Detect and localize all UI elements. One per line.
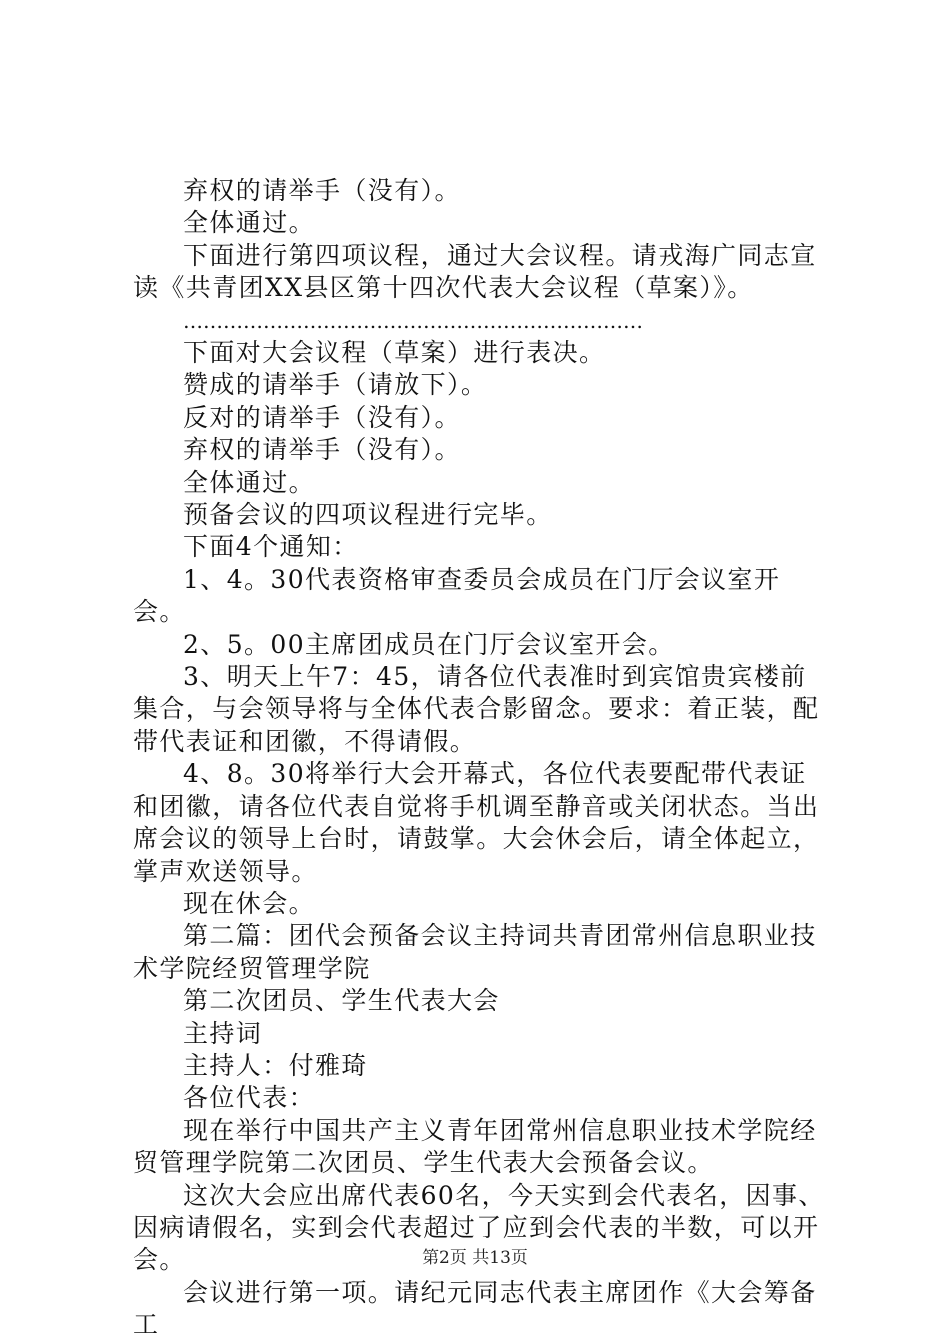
paragraph: 各位代表： xyxy=(183,1083,316,1113)
paragraph: 主持词 xyxy=(183,1018,263,1048)
paragraph: 这次大会应出席代表60名，今天实到会代表名，因事、因病请假名，实到会代表超过了应到会代表的半数，可以开会。 xyxy=(133,1180,825,1275)
paragraph: 4、8。30将举行大会开幕式，各位代表要配带代表证和团徽，请各位代表自觉将手机调至静音或关闭状态。当出席会议的领导上台时，请鼓掌。大会休会后，请全体起立，掌声欢送领导。 xyxy=(133,759,820,886)
paragraph: 下面对大会议程（草案）进行表决。 xyxy=(183,338,606,368)
paragraph: 预备会议的四项议程进行完毕。 xyxy=(183,500,553,530)
paragraph: 1、4。30代表资格审查委员会成员在门厅会议室开会。 xyxy=(133,564,781,627)
paragraph: 第二次团员、学生代表大会 xyxy=(183,986,500,1016)
paragraph: 弃权的请举手（没有）。 xyxy=(183,176,461,205)
paragraph: 2、5。00主席团成员在门厅会议室开会。 xyxy=(183,629,675,659)
paragraph: 赞成的请举手（请放下）。 xyxy=(183,370,488,400)
page-number-footer: 第2页 共13页 xyxy=(422,1248,528,1268)
paragraph: 主持人：付雅琦 xyxy=(183,1050,368,1080)
paragraph: 下面进行第四项议程，通过大会议程。请戎海广同志宣读《共青团XX县区第十四次代表大会议程（草案）》。 xyxy=(133,240,817,303)
document-body xyxy=(133,175,833,1342)
paragraph: 下面4个通知： xyxy=(183,532,359,562)
ellipsis-separator: …………………………………………………………… xyxy=(183,308,643,333)
paragraph: 现在休会。 xyxy=(183,888,316,918)
section-heading: 第二篇：团代会预备会议主持词共青团常州信息职业技术学院经贸管理学院 xyxy=(133,921,817,983)
paragraph: 全体通过。 xyxy=(183,208,316,238)
paragraph: 会议进行第一项。请纪元同志代表主席团作《大会筹备工 xyxy=(133,1277,817,1340)
paragraph: 现在举行中国共产主义青年团常州信息职业技术学院经贸管理学院第二次团员、学生代表大会预备会议。 xyxy=(133,1115,817,1178)
paragraph: 弃权的请举手（没有）。 xyxy=(183,435,461,465)
paragraph: 3、明天上午7：45，请各位代表准时到宾馆贵宾楼前集合，与会领导将与全体代表合影留念。要求：着正装，配带代表证和团徽，不得请假。 xyxy=(133,662,820,756)
paragraph: 全体通过。 xyxy=(183,467,316,497)
paragraph: 反对的请举手（没有）。 xyxy=(183,402,461,432)
